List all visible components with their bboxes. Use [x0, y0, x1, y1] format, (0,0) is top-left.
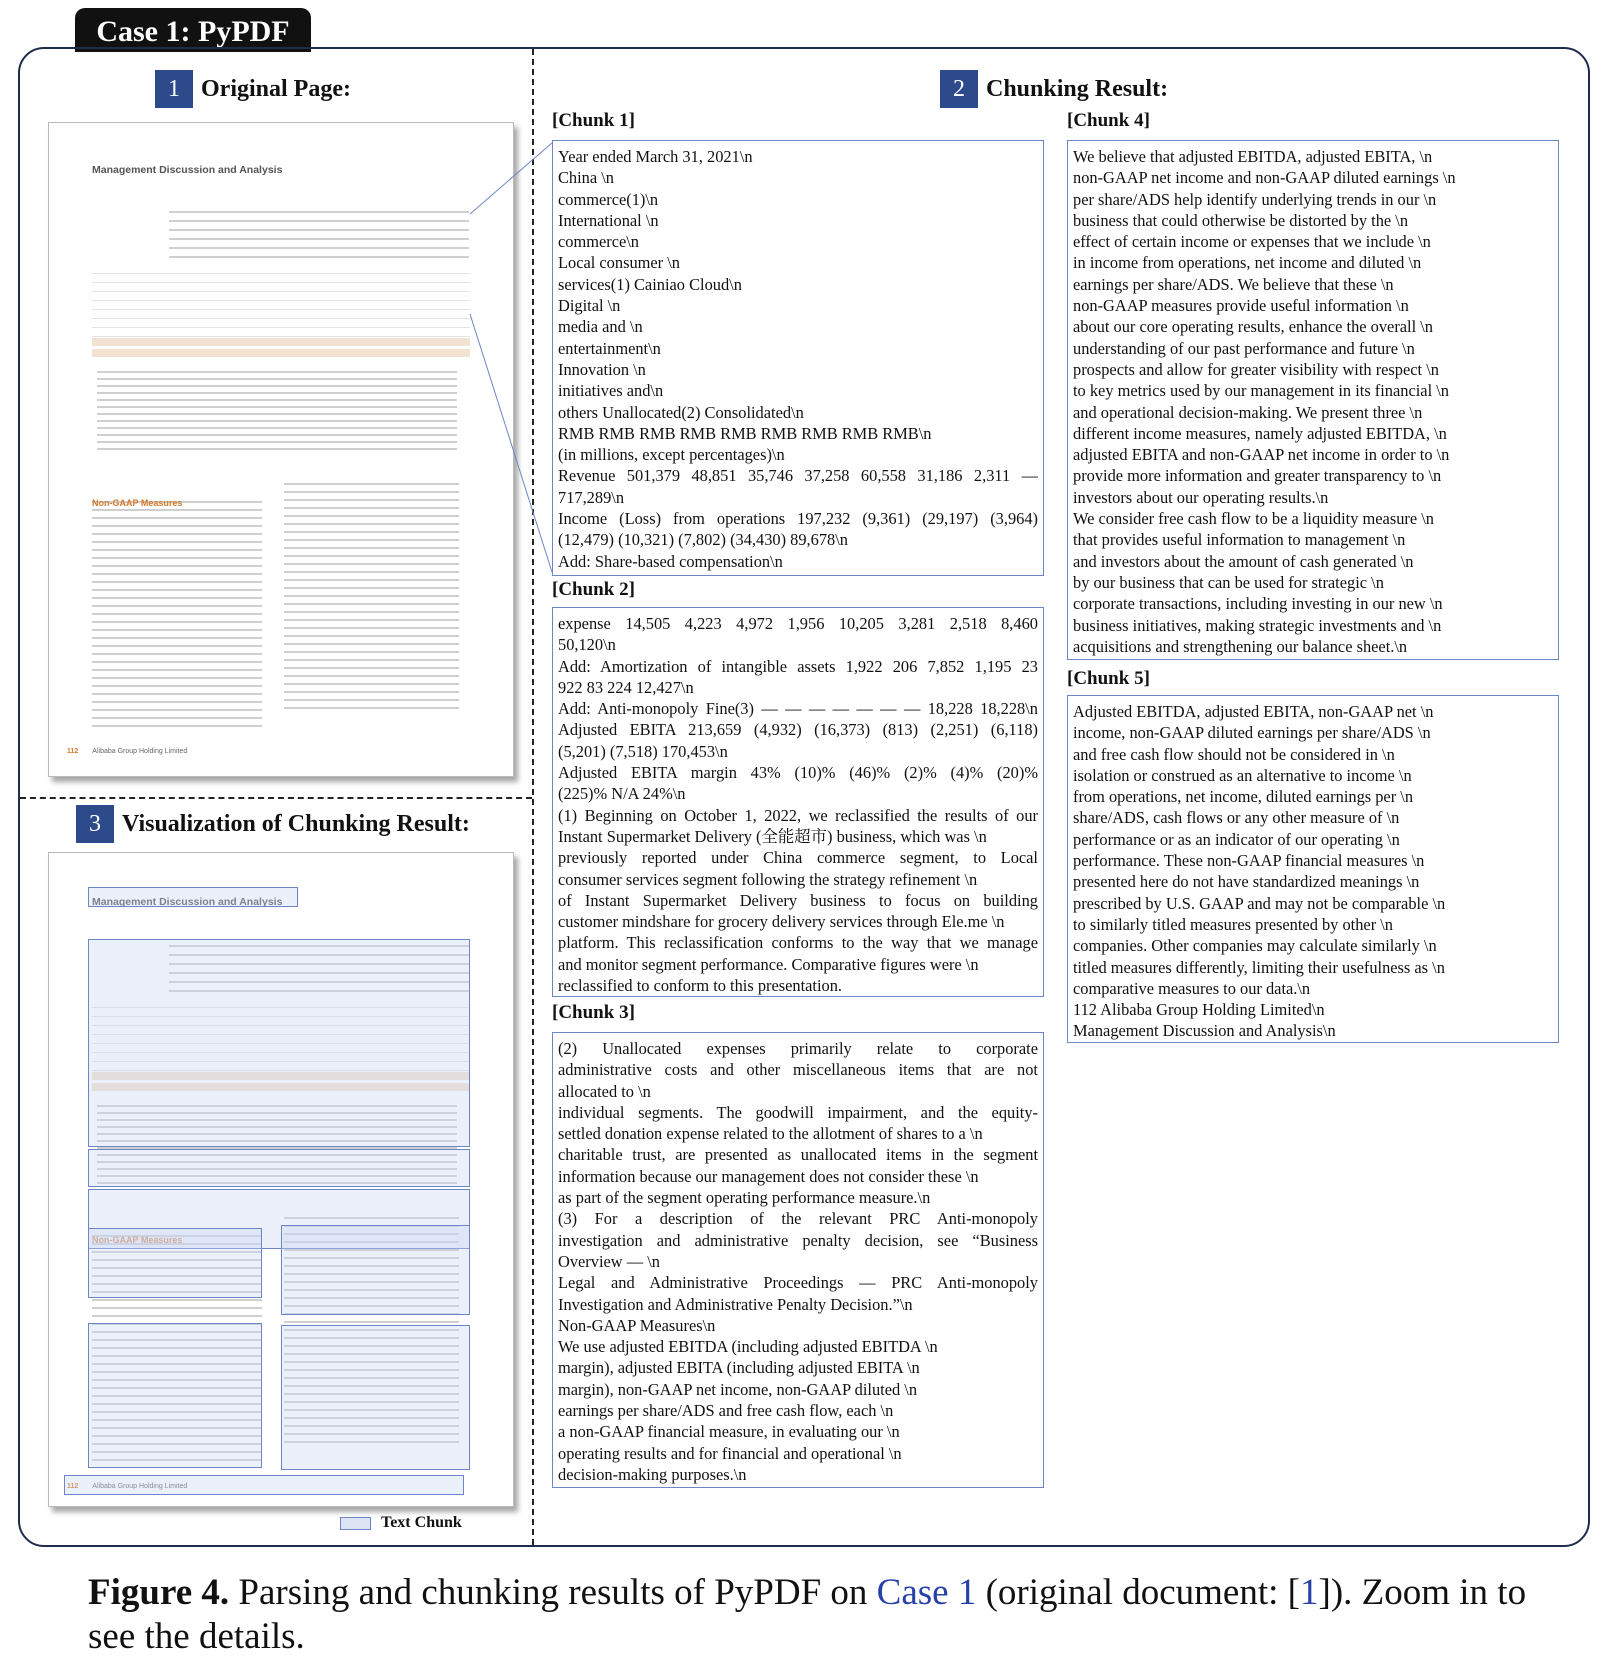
visualization-page-thumbnail	[48, 852, 514, 1507]
chunk-text-line: Adjusted EBITA margin 43% (10)% (46)% (2)% (4)% (20)%	[558, 763, 1038, 783]
thumb-text-line	[284, 587, 459, 589]
caption-text: ]). Zoom in to see the details.	[88, 1572, 1527, 1657]
section-title-text: Chunking Result:	[986, 75, 1169, 102]
chunk-text-line: 922 83 224 12,427\n	[558, 677, 694, 697]
thumb-text-line	[92, 291, 470, 292]
chunk-text-line: platform. This reclassification conforms to the way that we manage	[558, 933, 1038, 953]
chunk-highlight-box	[88, 1228, 262, 1298]
chunk-label: [Chunk 4]	[1067, 110, 1150, 131]
chunk-text-line: and free cash flow should not be considered in \n	[1073, 744, 1395, 764]
thumb-text-line	[92, 1307, 262, 1309]
thumb-text-line	[169, 220, 469, 222]
thumb-text-line	[97, 448, 457, 450]
chunk-text-line: titled measures differently, limiting their usefulness as \n	[1073, 957, 1445, 977]
chunk-text-line: operating results and for financial and operational \n	[558, 1443, 902, 1463]
chunk-text-line: (12,479) (10,321) (7,802) (34,430) 89,678\n	[558, 530, 848, 550]
chunk-text-line: income, non-GAAP diluted earnings per share/ADS \n	[1073, 723, 1431, 743]
thumb-text-line	[97, 399, 457, 401]
chunk-text-line: investigation and administrative penalty decision, see “Business	[558, 1230, 1038, 1250]
chunk-text-line: Add: Anti-monopoly Fine(3) — — — — — — — 18,228 18,228\n	[558, 699, 1038, 719]
thumb-text-line	[284, 483, 459, 485]
chunk-text-line: decision-making purposes.\n	[558, 1464, 747, 1484]
thumb-text-line	[92, 621, 262, 623]
thumb-text-line	[284, 571, 459, 573]
thumb-text-line	[97, 427, 457, 429]
chunk-text-line: consumer services segment following the strategy refinement \n	[558, 869, 978, 889]
thumb-text-line	[284, 707, 459, 709]
thumb-text-line	[92, 589, 262, 591]
chunk-text-line: different income measures, namely adjusted EBITDA, \n	[1073, 423, 1447, 443]
thumb-text-line	[97, 420, 457, 422]
chunk-text-line: expense 14,505 4,223 4,972 1,956 10,205 3,281 2,518 8,460	[558, 614, 1038, 633]
thumb-page-number: 112	[67, 1483, 79, 1490]
thumb-footer-text: Alibaba Group Holding Limited	[92, 1483, 188, 1490]
thumb-text-line	[284, 651, 459, 653]
chunk-text-line: settled donation expense related to the allotment of shares to a \n	[558, 1124, 983, 1144]
thumb-text-line	[92, 282, 470, 283]
thumb-text-line	[92, 336, 470, 337]
chunk-text-line: to key metrics used by our management in its financial \n	[1073, 381, 1449, 401]
thumb-text-line	[92, 1299, 262, 1301]
chunk-text-line: individual segments. The goodwill impairment, and the equity-	[558, 1102, 1038, 1122]
thumb-text-line	[92, 549, 262, 551]
chunk-text-line: Adjusted EBITA 213,659 (4,932) (16,373) (813) (2,251) (6,118)	[558, 720, 1038, 740]
chunk-highlight-box	[281, 1325, 470, 1470]
thumb-text-line	[284, 563, 459, 565]
vertical-divider	[532, 49, 534, 1545]
thumb-heading: Management Discussion and Analysis	[92, 164, 283, 176]
chunk-text-line: margin), non-GAAP net income, non-GAAP diluted \n	[558, 1379, 918, 1399]
thumb-text-line	[92, 717, 262, 719]
thumb-text-line	[92, 525, 262, 527]
thumb-text-line	[92, 701, 262, 703]
chunk-highlight-box	[88, 1323, 262, 1468]
chunk-label: [Chunk 1]	[552, 110, 635, 131]
chunk-text-line: Digital \n	[558, 296, 621, 316]
chunk-text-line: 50,120\n	[558, 635, 616, 655]
thumb-text-line	[284, 547, 459, 549]
chunk-label: [Chunk 3]	[552, 1002, 635, 1023]
chunk-highlight-box	[281, 1225, 470, 1315]
thumb-text-line	[169, 247, 469, 249]
thumb-footer-text: Alibaba Group Holding Limited	[92, 748, 188, 755]
chunk-text-line: of Instant Supermarket Delivery business to focus on building	[558, 890, 1038, 910]
chunk-text-line: as part of the segment operating performance measure.\n	[558, 1188, 931, 1208]
thumb-text-line	[284, 603, 459, 605]
thumb-text-line	[284, 531, 459, 533]
thumb-text-line	[284, 611, 459, 613]
chunk-label: [Chunk 5]	[1067, 668, 1150, 689]
chunk-text-line: by our business that can be used for strategic \n	[1073, 572, 1384, 592]
chunk-text-line: RMB RMB RMB RMB RMB RMB RMB RMB RMB\n	[558, 423, 932, 443]
chunk-text-line: customer mindshare for grocery delivery services through Ele.me \n	[558, 912, 1005, 932]
thumb-text-line	[92, 677, 262, 679]
chunk-text-line: non-GAAP net income and non-GAAP diluted earnings \n	[1073, 168, 1456, 188]
thumb-text-line	[92, 273, 470, 274]
chunk-text-line: reclassified to conform to this presentation.	[558, 976, 843, 996]
figure-caption	[88, 1571, 1568, 1659]
chunk-highlight-box	[64, 1475, 464, 1495]
chunk-text-line: (3) For a description of the relevant PRC Anti-monopoly	[558, 1209, 1038, 1229]
chunk-5-box	[1067, 695, 1559, 1043]
chunk-text-line: Add: Share-based compensation\n	[558, 551, 783, 571]
thumb-text-line	[92, 565, 262, 567]
chunk-text-line: previously reported under China commerce segment, to Local	[558, 848, 1038, 868]
chunk-2-box	[552, 607, 1044, 997]
thumb-text-line	[97, 406, 457, 408]
chunk-text-line: and monitor segment performance. Comparative figures were \n	[558, 954, 979, 974]
thumb-text-line	[284, 555, 459, 557]
thumb-text-line	[169, 211, 469, 213]
thumb-text-line	[284, 683, 459, 685]
chunk-text-line: administrative costs and other miscellaneous items that are not	[558, 1060, 1038, 1080]
chunk-text-line: entertainment\n	[558, 338, 661, 358]
thumb-text-line	[284, 515, 459, 517]
thumb-text-line	[92, 557, 262, 559]
thumb-subheading: Non-GAAP Measures	[92, 498, 183, 508]
chunk-text-line: investors about our operating results.\n	[1073, 487, 1329, 507]
chunk-text-line: China \n	[558, 168, 614, 188]
chunk-text-line: understanding of our past performance and future \n	[1073, 338, 1415, 358]
chunk-text-line: (5,201) (7,518) 170,453\n	[558, 741, 728, 761]
thumb-text-line	[284, 627, 459, 629]
chunk-text-line: share/ADS, cash flows or any other measure of \n	[1073, 808, 1400, 828]
chunk-text-line: Instant Supermarket Delivery (全能超市) business, which was \n	[558, 826, 987, 846]
thumb-text-line	[92, 693, 262, 695]
chunk-text-line: (1) Beginning on October 1, 2022, we reclassified the results of our	[558, 805, 1038, 825]
chunk-text-line: 112 Alibaba Group Holding Limited\n	[1073, 1000, 1325, 1020]
thumb-text-line	[97, 385, 457, 387]
thumb-text-line	[92, 613, 262, 615]
thumb-text-line	[92, 1315, 262, 1317]
thumb-text-line	[97, 371, 457, 373]
thumb-text-line	[97, 434, 457, 436]
chunk-text-line: comparative measures to our data.\n	[1073, 978, 1311, 998]
legend-swatch	[340, 1517, 371, 1530]
chunk-3-box	[552, 1032, 1044, 1488]
chunk-text-line: Investigation and Administrative Penalty Decision.”\n	[558, 1294, 913, 1314]
chunk-highlight-box	[88, 939, 470, 1147]
chunk-text-line: business that could otherwise be distorted by the \n	[1073, 210, 1409, 230]
chunk-text-line: adjusted EBITA and non-GAAP net income in order to \n	[1073, 445, 1450, 465]
thumb-text-line	[92, 309, 470, 310]
caption-figure-number: Figure 4.	[88, 1572, 230, 1613]
thumb-text-line	[92, 541, 262, 543]
thumb-text-line	[97, 441, 457, 443]
thumb-text-line	[92, 338, 470, 346]
legend-label: Text Chunk	[381, 1514, 462, 1531]
chunk-text-line: services(1) Cainiao Cloud\n	[558, 274, 742, 294]
thumb-text-line	[169, 238, 469, 240]
thumb-text-line	[92, 725, 262, 727]
thumb-text-line	[284, 659, 459, 661]
chunk-text-line: Revenue 501,379 48,851 35,746 37,258 60,558 31,186 2,311 —	[558, 466, 1038, 486]
thumb-text-line	[97, 413, 457, 415]
chunk-text-line: performance or as an indicator of our operating \n	[1073, 829, 1400, 849]
chunk-text-line: margin), adjusted EBITA (including adjusted EBITA \n	[558, 1358, 920, 1378]
thumb-text-line	[284, 667, 459, 669]
thumb-text-line	[284, 699, 459, 701]
chunk-text-line: business initiatives, making strategic investments and \n	[1073, 615, 1442, 635]
section-number-badge: 1	[155, 70, 193, 108]
legend	[340, 1514, 462, 1532]
chunk-text-line: (2) Unallocated expenses primarily relate to corporate	[558, 1039, 1038, 1058]
chunk-1-box	[552, 140, 1044, 576]
chunk-text-line: about our core operating results, enhance the overall \n	[1073, 317, 1434, 337]
chunk-text-line: initiatives and\n	[558, 381, 664, 401]
chunk-text-line: We consider free cash flow to be a liquidity measure \n	[1073, 509, 1434, 529]
section-original-title	[155, 70, 351, 108]
chunk-text-line: that provides useful information to management \n	[1073, 530, 1406, 550]
thumb-text-line	[284, 675, 459, 677]
section-chunking-title	[940, 70, 1168, 108]
chunk-text-line: and investors about the amount of cash generated \n	[1073, 551, 1414, 571]
case-tab: Case 1: PyPDF	[75, 8, 311, 52]
thumb-text-line	[92, 318, 470, 319]
thumb-subheading: Non-GAAP Measures	[92, 1235, 183, 1245]
caption-text: Parsing and chunking results of PyPDF on	[229, 1572, 877, 1613]
chunk-text-line: media and \n	[558, 317, 643, 337]
thumb-text-line	[92, 669, 262, 671]
chunk-text-line: allocated to \n	[558, 1081, 651, 1101]
chunk-text-line: prescribed by U.S. GAAP and may not be comparable \n	[1073, 893, 1446, 913]
thumb-text-line	[92, 327, 470, 328]
thumb-text-line	[284, 507, 459, 509]
chunk-text-line: information because our management does not consider these \n	[558, 1166, 979, 1186]
thumb-text-line	[92, 533, 262, 535]
thumb-text-line	[284, 579, 459, 581]
chunk-text-line: and operational decision-making. We present three \n	[1073, 402, 1423, 422]
thumb-heading: Management Discussion and Analysis	[92, 896, 283, 908]
chunk-text-line: Income (Loss) from operations 197,232 (9,361) (29,197) (3,964)	[558, 509, 1038, 529]
chunk-text-line: Management Discussion and Analysis\n	[1073, 1021, 1336, 1041]
chunk-text-line: in income from operations, net income and diluted \n	[1073, 253, 1422, 273]
thumb-text-line	[92, 597, 262, 599]
thumb-text-line	[169, 256, 469, 258]
thumb-text-line	[92, 709, 262, 711]
thumb-text-line	[284, 595, 459, 597]
section-title-text: Original Page:	[201, 75, 351, 102]
thumb-text-line	[92, 685, 262, 687]
chunk-4-box	[1067, 140, 1559, 660]
chunk-label: [Chunk 2]	[552, 579, 635, 600]
thumb-text-line	[92, 509, 262, 511]
chunk-text-line: Legal and Administrative Proceedings — PRC Anti-monopoly	[558, 1273, 1038, 1293]
thumb-text-line	[92, 300, 470, 301]
horizontal-divider	[20, 797, 532, 799]
section-number-badge: 2	[940, 70, 978, 108]
chunk-text-line: We believe that adjusted EBITDA, adjusted EBITA, \n	[1073, 147, 1433, 166]
chunk-text-line: Year ended March 31, 2021\n	[558, 147, 753, 166]
thumb-text-line	[92, 661, 262, 663]
thumb-text-line	[92, 605, 262, 607]
chunk-text-line: prospects and allow for greater visibility with respect \n	[1073, 359, 1439, 379]
chunk-text-line: to similarly titled measures presented by other \n	[1073, 914, 1393, 934]
chunk-text-line: companies. Other companies may calculate similarly \n	[1073, 936, 1437, 956]
thumb-text-line	[92, 629, 262, 631]
chunk-text-line: earnings per share/ADS. We believe that these \n	[1073, 274, 1394, 294]
chunk-text-line: Non-GAAP Measures\n	[558, 1315, 716, 1335]
section-number-badge: 3	[76, 805, 114, 843]
chunk-text-line: acquisitions and strengthening our balance sheet.\n	[1073, 636, 1408, 656]
thumb-text-line	[169, 229, 469, 231]
thumb-text-line	[284, 691, 459, 693]
chunk-text-line: 717,289\n	[558, 487, 625, 507]
chunk-text-line: corporate transactions, including investing in our new \n	[1073, 594, 1443, 614]
chunk-text-line: Adjusted EBITDA, adjusted EBITA, non-GAAP net \n	[1073, 702, 1434, 721]
section-visualization-title	[76, 805, 470, 843]
chunk-text-line: a non-GAAP financial measure, in evaluating our \n	[558, 1422, 900, 1442]
chunk-text-line: We use adjusted EBITDA (including adjusted EBITDA \n	[558, 1337, 938, 1357]
chunk-text-line: non-GAAP measures provide useful information \n	[1073, 296, 1409, 316]
chunk-text-line: commerce(1)\n	[558, 189, 659, 209]
thumb-text-line	[284, 523, 459, 525]
chunk-text-line: presented here do not have standardized meanings \n	[1073, 872, 1420, 892]
chunk-text-line: (in millions, except percentages)\n	[558, 445, 785, 465]
thumb-text-line	[284, 499, 459, 501]
thumb-text-line	[92, 349, 470, 357]
section-title-text: Visualization of Chunking Result:	[122, 810, 470, 837]
chunk-text-line: Add: Amortization of intangible assets 1,922 206 7,852 1,195 23	[558, 656, 1038, 676]
thumb-text-line	[92, 653, 262, 655]
thumb-text-line	[284, 643, 459, 645]
thumb-text-line	[284, 491, 459, 493]
chunk-text-line: from operations, net income, diluted earnings per \n	[1073, 787, 1414, 807]
chunk-text-line: per share/ADS help identify underlying trends in our \n	[1073, 189, 1437, 209]
thumb-text-line	[284, 1321, 459, 1323]
thumb-text-line	[92, 637, 262, 639]
chunk-text-line: earnings per share/ADS and free cash flow, each \n	[558, 1401, 894, 1421]
chunk-highlight-box	[88, 1149, 470, 1187]
thumb-text-line	[92, 581, 262, 583]
caption-citation-link[interactable]: 1	[1300, 1572, 1319, 1613]
chunk-text-line: (225)% N/A 24%\n	[558, 784, 686, 804]
chunk-text-line: provide more information and greater transparency to \n	[1073, 466, 1442, 486]
original-page-thumbnail	[48, 122, 514, 777]
thumb-text-line	[284, 539, 459, 541]
thumb-footer	[67, 748, 187, 755]
chunk-highlight-box	[88, 887, 298, 907]
chunk-text-line: effect of certain income or expenses that we include \n	[1073, 232, 1431, 252]
thumb-text-line	[97, 392, 457, 394]
caption-case-link[interactable]: Case 1	[876, 1572, 977, 1613]
chunk-text-line: Local consumer \n	[558, 253, 680, 273]
chunk-text-line: isolation or construed as an alternative to income \n	[1073, 765, 1412, 785]
thumb-text-line	[284, 619, 459, 621]
thumb-text-line	[97, 378, 457, 380]
thumb-text-line	[284, 635, 459, 637]
thumb-text-line	[92, 573, 262, 575]
chunk-text-line: Innovation \n	[558, 359, 646, 379]
thumb-text-line	[92, 517, 262, 519]
thumb-text-line	[92, 645, 262, 647]
chunk-text-line: International \n	[558, 210, 659, 230]
thumb-page-number: 112	[67, 748, 79, 755]
chunk-text-line: Overview — \n	[558, 1251, 660, 1271]
chunk-text-line: commerce\n	[558, 232, 640, 252]
caption-text: (original document: [	[976, 1572, 1300, 1613]
chunk-text-line: performance. These non-GAAP financial measures \n	[1073, 851, 1425, 871]
chunk-text-line: charitable trust, are presented as unallocated items in the segment	[558, 1145, 1038, 1165]
chunk-text-line: others Unallocated(2) Consolidated\n	[558, 402, 804, 422]
